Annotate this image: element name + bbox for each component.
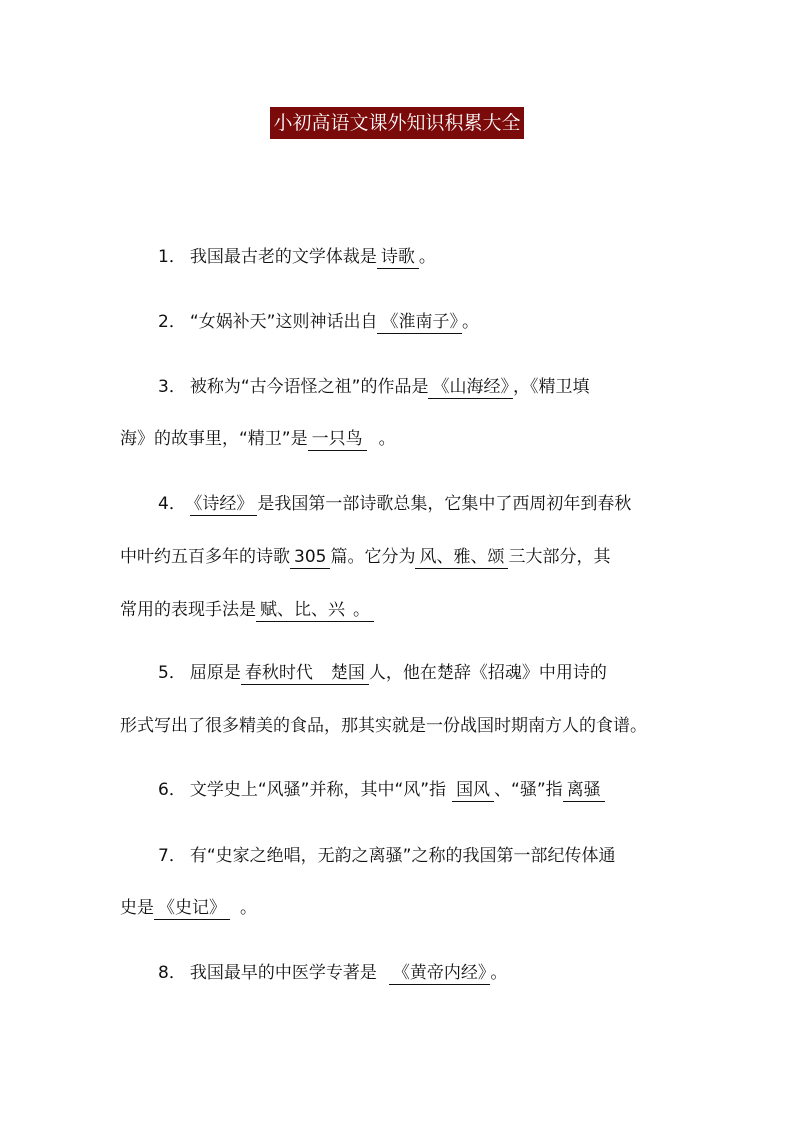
- question-text: 屈原是: [189, 663, 241, 683]
- answer-blank: 赋、比、兴: [256, 600, 349, 622]
- answer-blank: 《淮南子》: [377, 312, 462, 334]
- question-text: 我国最古老的文学体裁是: [189, 247, 377, 267]
- answer-blank: 《黄帝内经》: [389, 963, 491, 985]
- question-text: 。: [490, 963, 508, 983]
- answer-blank: 离骚: [563, 780, 605, 802]
- question-text: 。: [240, 898, 257, 918]
- question-4-line-2: [120, 543, 680, 571]
- question-text: 三大部分，其: [508, 547, 611, 567]
- question-text: 篇。它分为: [330, 547, 416, 567]
- question-text: 形式写出了很多精美的食品，那其实就是一份战国时期南方人的食谱。: [120, 716, 647, 736]
- question-2: [158, 308, 688, 336]
- question-number: 1．: [158, 247, 186, 267]
- question-7-line-2: [120, 894, 680, 922]
- question-number: 4．: [158, 494, 186, 514]
- question-number: 6．: [158, 780, 186, 800]
- question-text: 文学史上“风骚”并称，其中“风”指: [189, 780, 447, 800]
- answer-blank: 《史记》: [154, 898, 230, 920]
- question-number: 2．: [158, 312, 186, 332]
- answer-blank: 一只鸟: [308, 429, 367, 451]
- question-text: 。: [461, 312, 479, 332]
- answer-blank: 诗歌: [377, 247, 419, 269]
- answer-blank: 春秋时代 楚国: [241, 663, 369, 685]
- question-number: 3．: [158, 377, 186, 397]
- question-5-line-2: [120, 712, 680, 740]
- question-1: [158, 243, 688, 271]
- answer-blank: 风、雅、颂: [415, 547, 508, 569]
- question-text: 常用的表现手法是: [120, 600, 256, 620]
- question-text: 我国最早的中医学专著是: [189, 963, 377, 983]
- answer-blank: 《诗经》: [190, 494, 258, 516]
- question-7-line-1: [158, 842, 688, 870]
- question-text: 是我国第一部诗歌总集，它集中了西周初年到春秋: [257, 494, 632, 514]
- question-number: 8．: [158, 963, 186, 983]
- question-5-line-1: [158, 659, 688, 687]
- question-3-line-2: [120, 425, 680, 453]
- question-text: 、“骚”指: [494, 780, 563, 800]
- question-number: 7．: [158, 846, 186, 866]
- question-8: [158, 959, 688, 987]
- page-title: 小初高语文课外知识积累大全: [270, 107, 523, 139]
- question-text: 中叶约五百多年的诗歌: [120, 547, 290, 567]
- question-4-line-1: [158, 490, 688, 518]
- question-text: 海》的故事里，“精卫”是: [120, 429, 308, 449]
- question-text: 史是: [120, 898, 154, 918]
- answer-blank: 《山海经》: [428, 377, 513, 399]
- question-6: [158, 776, 688, 804]
- question-text: 。: [378, 429, 396, 449]
- question-text: 被称为“古今语怪之祖”的作品是: [189, 377, 429, 397]
- question-text: 。: [418, 247, 436, 267]
- title-wrapper: [0, 107, 794, 139]
- question-4-line-3: [120, 596, 680, 624]
- answer-blank: 国风: [452, 780, 494, 802]
- question-text: 有“史家之绝唱，无韵之离骚”之称的我国第一部纪传体通: [189, 846, 616, 866]
- question-text: “女娲补天”这则神话出自: [189, 312, 378, 332]
- answer-blank: 305: [290, 547, 330, 569]
- question-number: 5．: [158, 663, 186, 683]
- question-text: 人，他在楚辞《招魂》中用诗的: [368, 663, 607, 683]
- answer-blank-trail: 。: [349, 600, 374, 622]
- question-3-line-1: [158, 373, 688, 401]
- question-text: ，《精卫填: [512, 377, 590, 397]
